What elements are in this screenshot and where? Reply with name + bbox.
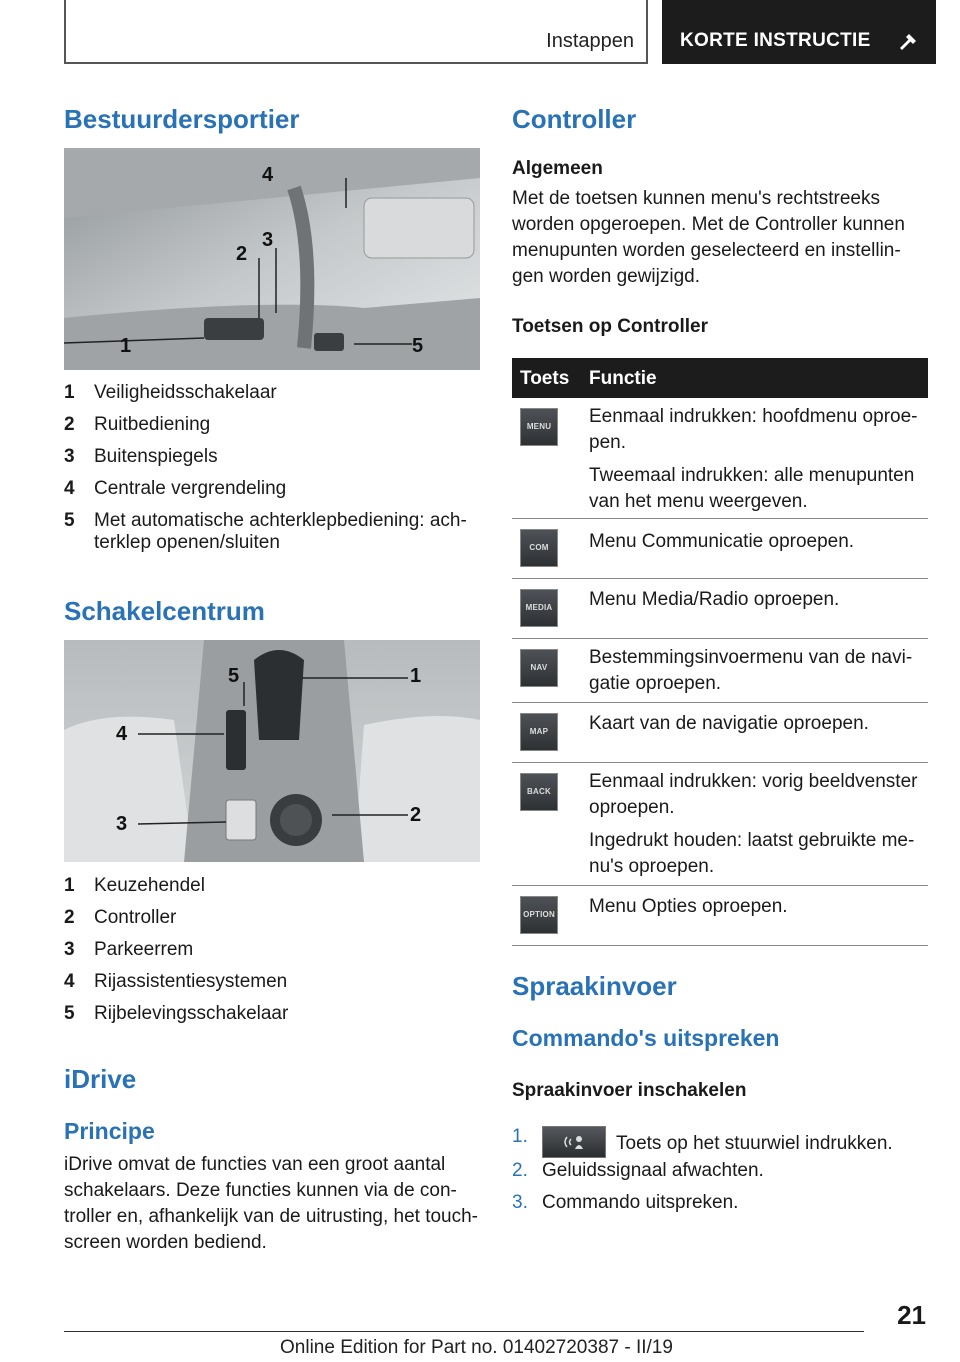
- table-header: [512, 358, 928, 398]
- idrive-paragraph: iDrive omvat de functies van een groot aantal schakelaars. Deze functies kunnen via de con‐ troller en, afhankelijk van de uitrusting, het touch‐ screen worden bediend.: [64, 1154, 479, 1253]
- center-callout-5: 5: [228, 665, 240, 687]
- voice-button-icon: [542, 1126, 606, 1158]
- function-line: Ingedrukt houden: laatst gebruikte me‐ nu's oproepen.: [589, 830, 915, 877]
- legend-num: 3: [64, 939, 75, 960]
- table-row: [512, 703, 928, 763]
- legend-item: [64, 414, 484, 436]
- legend-num: 5: [64, 510, 75, 531]
- center-callout-4: 4: [116, 723, 128, 745]
- header-chapter-tab: [662, 0, 936, 64]
- legend-num: 2: [64, 414, 75, 435]
- table-row: [512, 579, 928, 639]
- legend-item: [64, 875, 484, 897]
- map-key-icon: MAP: [520, 713, 558, 751]
- header-chapter-label: KORTE INSTRUCTIE: [680, 30, 871, 51]
- controller-subhead: Algemeen: [512, 158, 603, 179]
- door-callout-5: 5: [412, 335, 424, 357]
- legend-item: [64, 446, 484, 468]
- voice-subtitle: Commando's uitspreken: [512, 1025, 780, 1051]
- door-legend: [64, 382, 484, 564]
- step-text: Commando uitspreken.: [542, 1192, 739, 1213]
- function-line: Kaart van de navigatie oproepen.: [589, 713, 869, 734]
- back-key-icon: BACK: [520, 773, 558, 811]
- function-line: Menu Communicatie oproepen.: [589, 531, 855, 552]
- nav-key-icon: NAV: [520, 649, 558, 687]
- table-cell-function: [589, 769, 924, 887]
- legend-num: 4: [64, 971, 75, 992]
- legend-text: Rijbelevingsschakelaar: [94, 1003, 289, 1024]
- header-section-box: [64, 0, 648, 64]
- legend-item: [64, 478, 484, 500]
- page-number: 21: [897, 1300, 926, 1330]
- table-cell-function: [589, 529, 924, 562]
- legend-text: Veiligheidsschakelaar: [94, 382, 277, 403]
- step-text-wrap: [542, 1126, 893, 1158]
- center-console-photo: [64, 640, 480, 862]
- table-cell-function: [589, 894, 924, 927]
- function-line: Eenmaal indrukken: hoofdmenu oproe‐ pen.: [589, 406, 918, 453]
- legend-num: 4: [64, 478, 75, 499]
- idrive-title: iDrive: [64, 1064, 137, 1094]
- center-legend: [64, 875, 484, 1035]
- table-cell-function: [589, 404, 924, 522]
- step-number: 2.: [512, 1160, 528, 1181]
- controller-table-title: Toetsen op Controller: [512, 316, 708, 337]
- controller-paragraph: Met de toetsen kunnen menu's rechtstreeks worden opgeroepen. Met de Controller kunnen menupunten worden geselecteerd en instellin‐ gen worden gewijzigd.: [512, 188, 905, 287]
- legend-num: 1: [64, 382, 75, 403]
- table-cell-function: [589, 645, 924, 704]
- table-row: [512, 763, 928, 886]
- legend-num: 3: [64, 446, 75, 467]
- legend-text: Ruitbediening: [94, 414, 211, 435]
- door-callout-2: 2: [236, 243, 248, 265]
- list-item: [512, 1192, 932, 1224]
- legend-text: Rijassistentiesystemen: [94, 971, 288, 992]
- step-number: 1.: [512, 1126, 528, 1147]
- table-row: [512, 519, 928, 579]
- option-key-icon: OPTION: [520, 896, 558, 934]
- voice-subhead: Spraakinvoer inschakelen: [512, 1080, 747, 1101]
- door-photo: [64, 148, 480, 370]
- list-item: [512, 1160, 932, 1192]
- table-row: [512, 886, 928, 946]
- controller-keys-table: [512, 358, 928, 946]
- function-line: Tweemaal indrukken: alle menupunten van het menu weergeven.: [589, 465, 915, 512]
- quick-reference-icon: [898, 30, 920, 52]
- legend-text: Keuzehendel: [94, 875, 205, 896]
- com-key-icon: COM: [520, 529, 558, 567]
- legend-text: Centrale vergrendeling: [94, 478, 287, 499]
- center-console-title: Schakelcentrum: [64, 596, 265, 626]
- door-callout-1: 1: [120, 335, 132, 357]
- media-key-icon: MEDIA: [520, 589, 558, 627]
- door-section-title: Bestuurdersportier: [64, 104, 300, 134]
- legend-item: [64, 971, 484, 993]
- legend-text: Parkeerrem: [94, 939, 194, 960]
- table-cell-function: [589, 711, 924, 744]
- footer-divider: [64, 1331, 864, 1332]
- voice-steps: [512, 1126, 932, 1224]
- controller-title: Controller: [512, 104, 637, 134]
- table-row: [512, 639, 928, 703]
- legend-text: Buitenspiegels: [94, 446, 218, 467]
- idrive-subtitle: Principe: [64, 1118, 155, 1144]
- center-callout-2: 2: [410, 804, 422, 826]
- legend-num: 2: [64, 907, 75, 928]
- center-callout-3: 3: [116, 813, 128, 835]
- menu-key-icon: MENU: [520, 408, 558, 446]
- list-item: [512, 1126, 932, 1158]
- legend-text: Controller: [94, 907, 177, 928]
- function-line: Eenmaal indrukken: vorig beeldvenster oproepen.: [589, 771, 918, 818]
- legend-item: [64, 907, 484, 929]
- door-callout-4: 4: [262, 164, 274, 186]
- legend-item: [64, 1003, 484, 1025]
- table-header-key: Toets: [520, 368, 570, 389]
- center-callout-1: 1: [410, 665, 422, 687]
- table-header-function: Functie: [589, 368, 657, 389]
- table-cell-function: [589, 587, 924, 620]
- legend-item: [64, 382, 484, 404]
- table-row: [512, 398, 928, 519]
- voice-title: Spraakinvoer: [512, 971, 677, 1001]
- legend-item: [64, 510, 484, 554]
- function-line: Menu Opties oproepen.: [589, 896, 788, 917]
- footer-edition: Online Edition for Part no. 01402720387 - II/19: [280, 1337, 673, 1358]
- step-text: Geluidssignaal afwachten.: [542, 1160, 764, 1181]
- header-section-label: Instappen: [546, 30, 634, 52]
- legend-num: 5: [64, 1003, 75, 1024]
- function-line: Menu Media/Radio oproepen.: [589, 589, 840, 610]
- legend-num: 1: [64, 875, 75, 896]
- door-callout-3: 3: [262, 229, 274, 251]
- function-line: Bestemmingsinvoermenu van de navi‐ gatie oproepen.: [589, 647, 913, 694]
- legend-text: Met automatische achterklepbediening: ach‐ terklep openen/sluiten: [94, 510, 467, 553]
- step-number: 3.: [512, 1192, 528, 1213]
- step-text: Toets op het stuurwiel indrukken.: [616, 1133, 893, 1154]
- legend-item: [64, 939, 484, 961]
